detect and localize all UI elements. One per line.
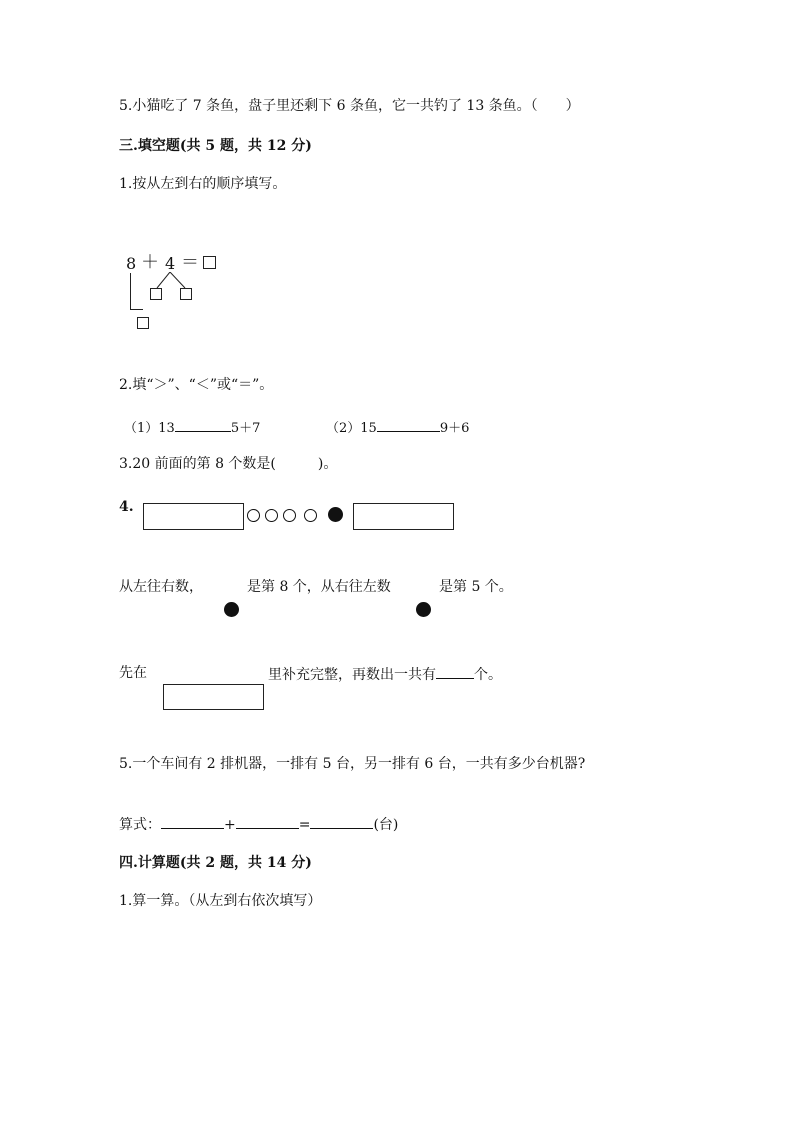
compare-row — [326, 419, 469, 435]
eq-operand-4: 4 — [165, 254, 176, 273]
q4-line1-b: 是第 8 个，从右往左数 — [247, 579, 391, 595]
formula-equals: = — [298, 817, 311, 833]
filled-circle — [328, 507, 343, 522]
fill-question-4-number: 4. — [119, 499, 134, 515]
q4-line1-c: 是第 5 个。 — [439, 579, 513, 595]
hollow-circle — [304, 509, 317, 522]
q4-line1-a: 从左往右数， — [119, 579, 203, 595]
connector-line — [130, 273, 131, 310]
eq-plus: ＋ — [141, 252, 159, 273]
compare-2-blank[interactable] — [377, 419, 440, 432]
blank-box-right[interactable] — [353, 503, 454, 530]
eq-operand-8: 8 — [126, 254, 137, 273]
calc-question-1: 1.算一算。（从左到右依次填写） — [119, 893, 322, 909]
hollow-circle — [265, 509, 278, 522]
q4-line2-b-text: 里补充完整，再数出一共有 — [268, 667, 436, 683]
q4-line2-a: 先在 — [119, 665, 147, 681]
fill-question-3: 3.20 前面的第 8 个数是( )。 — [119, 456, 338, 472]
formula-blank-1[interactable] — [161, 816, 224, 829]
count-blank[interactable] — [436, 666, 474, 679]
q4-line2-b — [268, 666, 502, 682]
formula-label: 算式： — [119, 817, 161, 833]
formula-unit: (台) — [373, 817, 399, 833]
compare-1-blank[interactable] — [175, 419, 231, 432]
hollow-circle — [247, 509, 260, 522]
split-box-right[interactable] — [180, 288, 192, 300]
fill-question-5: 5.一个车间有 2 排机器，一排有 5 台，另一排有 6 台，一共有多少台机器? — [119, 756, 586, 772]
answer-box-partial[interactable] — [137, 317, 149, 329]
formula-blank-2[interactable] — [236, 816, 299, 829]
eq-equals: ＝ — [181, 252, 199, 273]
compare-2-label: （2）15 — [326, 421, 377, 436]
compare-1-label: （1）13 — [124, 421, 175, 436]
formula-plus: + — [224, 817, 236, 833]
fill-question-1: 1.按从左到右的顺序填写。 — [119, 176, 287, 192]
split-box-left[interactable] — [150, 288, 162, 300]
fill-question-2: 2.填“＞”、“＜”或“＝”。 — [119, 377, 274, 393]
answer-box-sum[interactable] — [203, 256, 216, 269]
compare-row — [124, 419, 260, 435]
blank-box-left[interactable] — [143, 503, 244, 530]
compare-2-rhs: 9＋6 — [439, 421, 470, 436]
section-3-title: 三.填空题(共 5 题，共 12 分) — [119, 138, 312, 154]
compare-1-rhs: 5＋7 — [230, 421, 261, 436]
connector-line — [130, 309, 143, 310]
q4-line2-c: 个。 — [474, 667, 502, 683]
formula-blank-3[interactable] — [310, 816, 373, 829]
formula-row — [119, 816, 398, 832]
filled-circle — [416, 602, 431, 617]
filled-circle — [224, 602, 239, 617]
hollow-circle — [283, 509, 296, 522]
blank-box-example — [163, 684, 264, 710]
section-4-title: 四.计算题(共 2 题，共 14 分) — [119, 855, 312, 871]
tf-question-5: 5.小猫吃了 7 条鱼，盘子里还剩下 6 条鱼，它一共钓了 13 条鱼。（ ） — [119, 98, 580, 114]
